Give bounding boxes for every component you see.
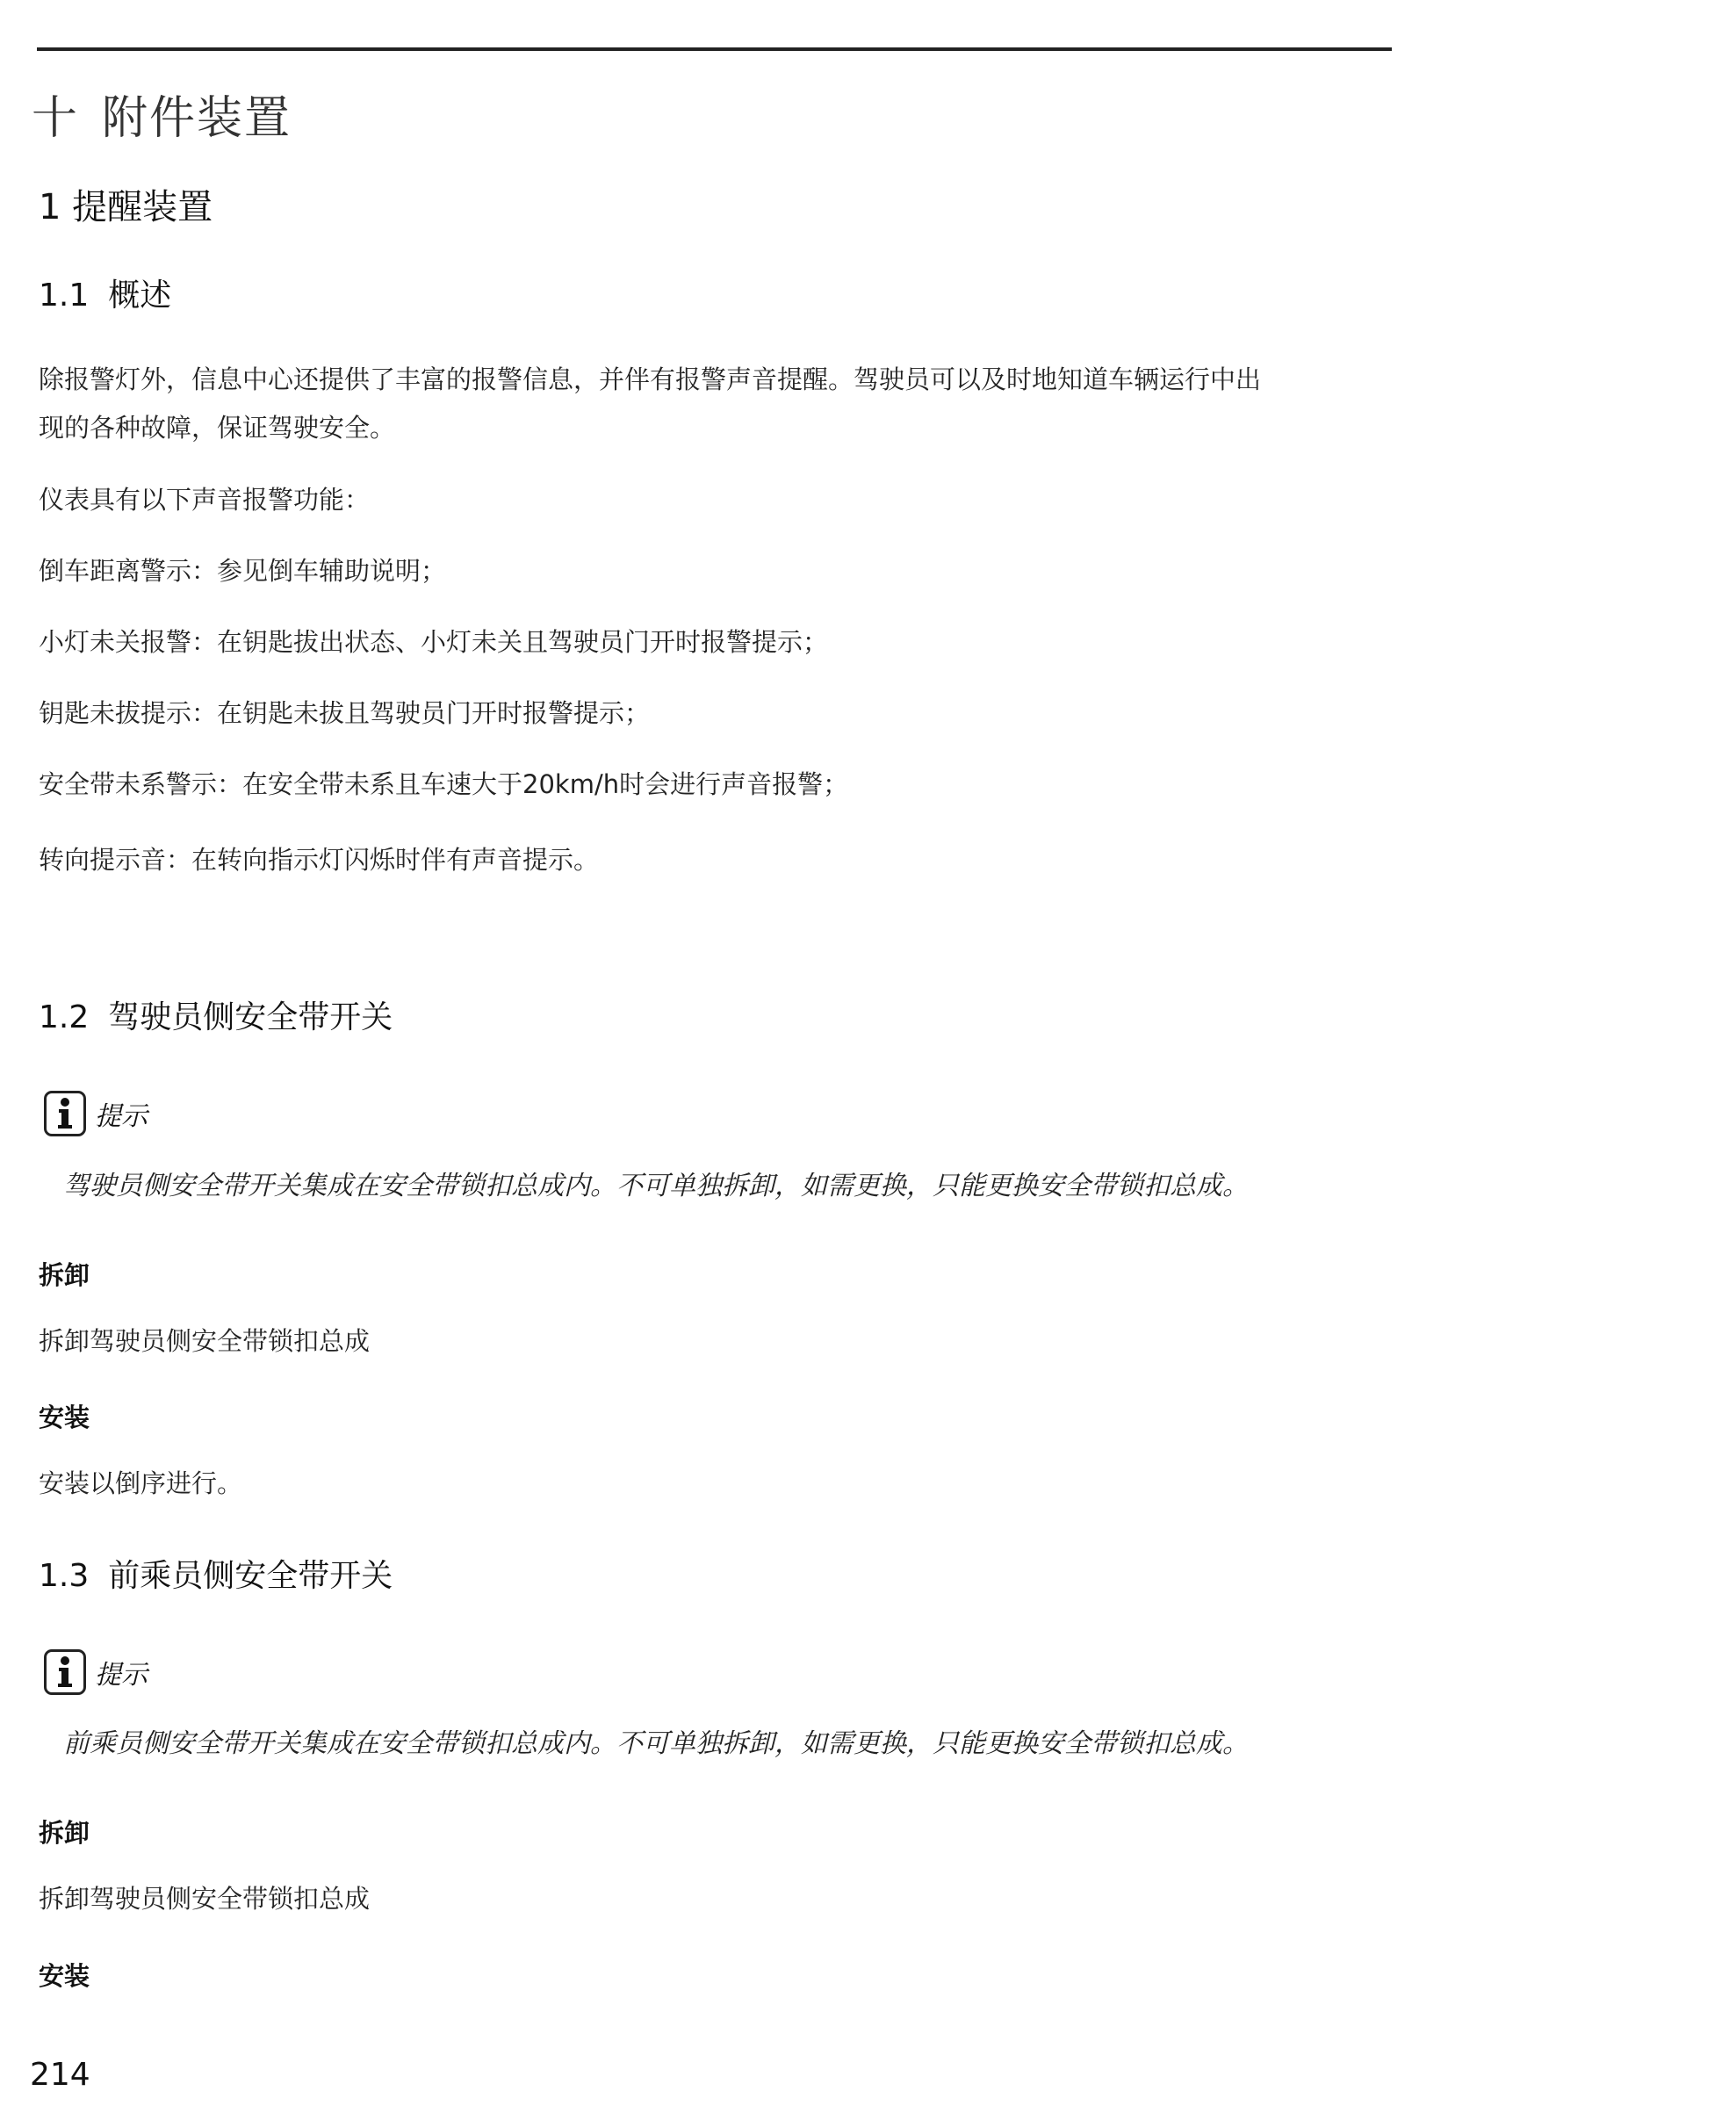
- install-label: 安装: [39, 1403, 90, 1432]
- alarm-item-key-in: 钥匙未拔提示：在钥匙未拔且驾驶员门开时报警提示；: [39, 698, 651, 728]
- overview-paragraph-line-2: 现的各种故障，保证驾驶安全。: [39, 413, 396, 443]
- info-icon: [44, 1091, 86, 1136]
- tip-label: 提示: [95, 1101, 148, 1132]
- remove-label: 拆卸: [39, 1260, 90, 1290]
- tip-text-driver: 驾驶员侧安全带开关集成在安全带锁扣总成内。不可单独拆卸，如需更换，只能更换安全带锁扣总成。: [63, 1171, 1249, 1201]
- tip-text-passenger: 前乘员侧安全带开关集成在安全带锁扣总成内。不可单独拆卸，如需更换，只能更换安全带锁扣总成。: [63, 1728, 1249, 1759]
- subsection-number: 1.1: [39, 278, 90, 314]
- info-icon: [44, 1649, 86, 1695]
- chapter-name: 附件装置: [102, 92, 292, 145]
- alarm-item-lights-on: 小灯未关报警：在钥匙拔出状态、小灯未关且驾驶员门开时报警提示；: [39, 627, 829, 657]
- subsection-heading-1-3: [39, 1551, 393, 1596]
- subsection-heading-1-1: [39, 270, 171, 315]
- section-heading: 1 提醒装置: [39, 187, 213, 227]
- page-number: 214: [30, 2057, 90, 2093]
- top-rule-divider: [37, 47, 1392, 51]
- subsection-title: 驾驶员侧安全带开关: [108, 999, 393, 1035]
- alarm-functions-intro: 仪表具有以下声音报警功能：: [39, 485, 371, 515]
- install-instruction: 安装以倒序进行。: [39, 1468, 243, 1498]
- remove-instruction: 拆卸驾驶员侧安全带锁扣总成: [39, 1326, 371, 1356]
- alarm-item-reverse-distance: 倒车距离警示：参见倒车辅助说明；: [39, 556, 447, 586]
- subsection-title: 前乘员侧安全带开关: [108, 1558, 393, 1594]
- remove-instruction: 拆卸驾驶员侧安全带锁扣总成: [39, 1884, 371, 1914]
- subsection-number: 1.3: [39, 1558, 90, 1594]
- tip-callout-passenger: [44, 1648, 148, 1697]
- alarm-item-turn-signal: 转向提示音：在转向指示灯闪烁时伴有声音提示。: [39, 845, 600, 875]
- chapter-title: [32, 81, 292, 147]
- tip-label: 提示: [95, 1660, 148, 1691]
- alarm-item-seatbelt: 安全带未系警示：在安全带未系且车速大于20km/h时会进行声音报警；: [39, 769, 849, 799]
- subsection-number: 1.2: [39, 999, 90, 1035]
- remove-label: 拆卸: [39, 1818, 90, 1848]
- chapter-number: 十: [32, 92, 80, 145]
- tip-callout-driver: [44, 1089, 148, 1138]
- subsection-heading-1-2: [39, 992, 393, 1037]
- overview-paragraph-line-1: 除报警灯外，信息中心还提供了丰富的报警信息，并伴有报警声音提醒。驾驶员可以及时地知道车辆运行中出: [39, 364, 1262, 394]
- subsection-title: 概述: [108, 278, 172, 314]
- install-label: 安装: [39, 1961, 90, 1991]
